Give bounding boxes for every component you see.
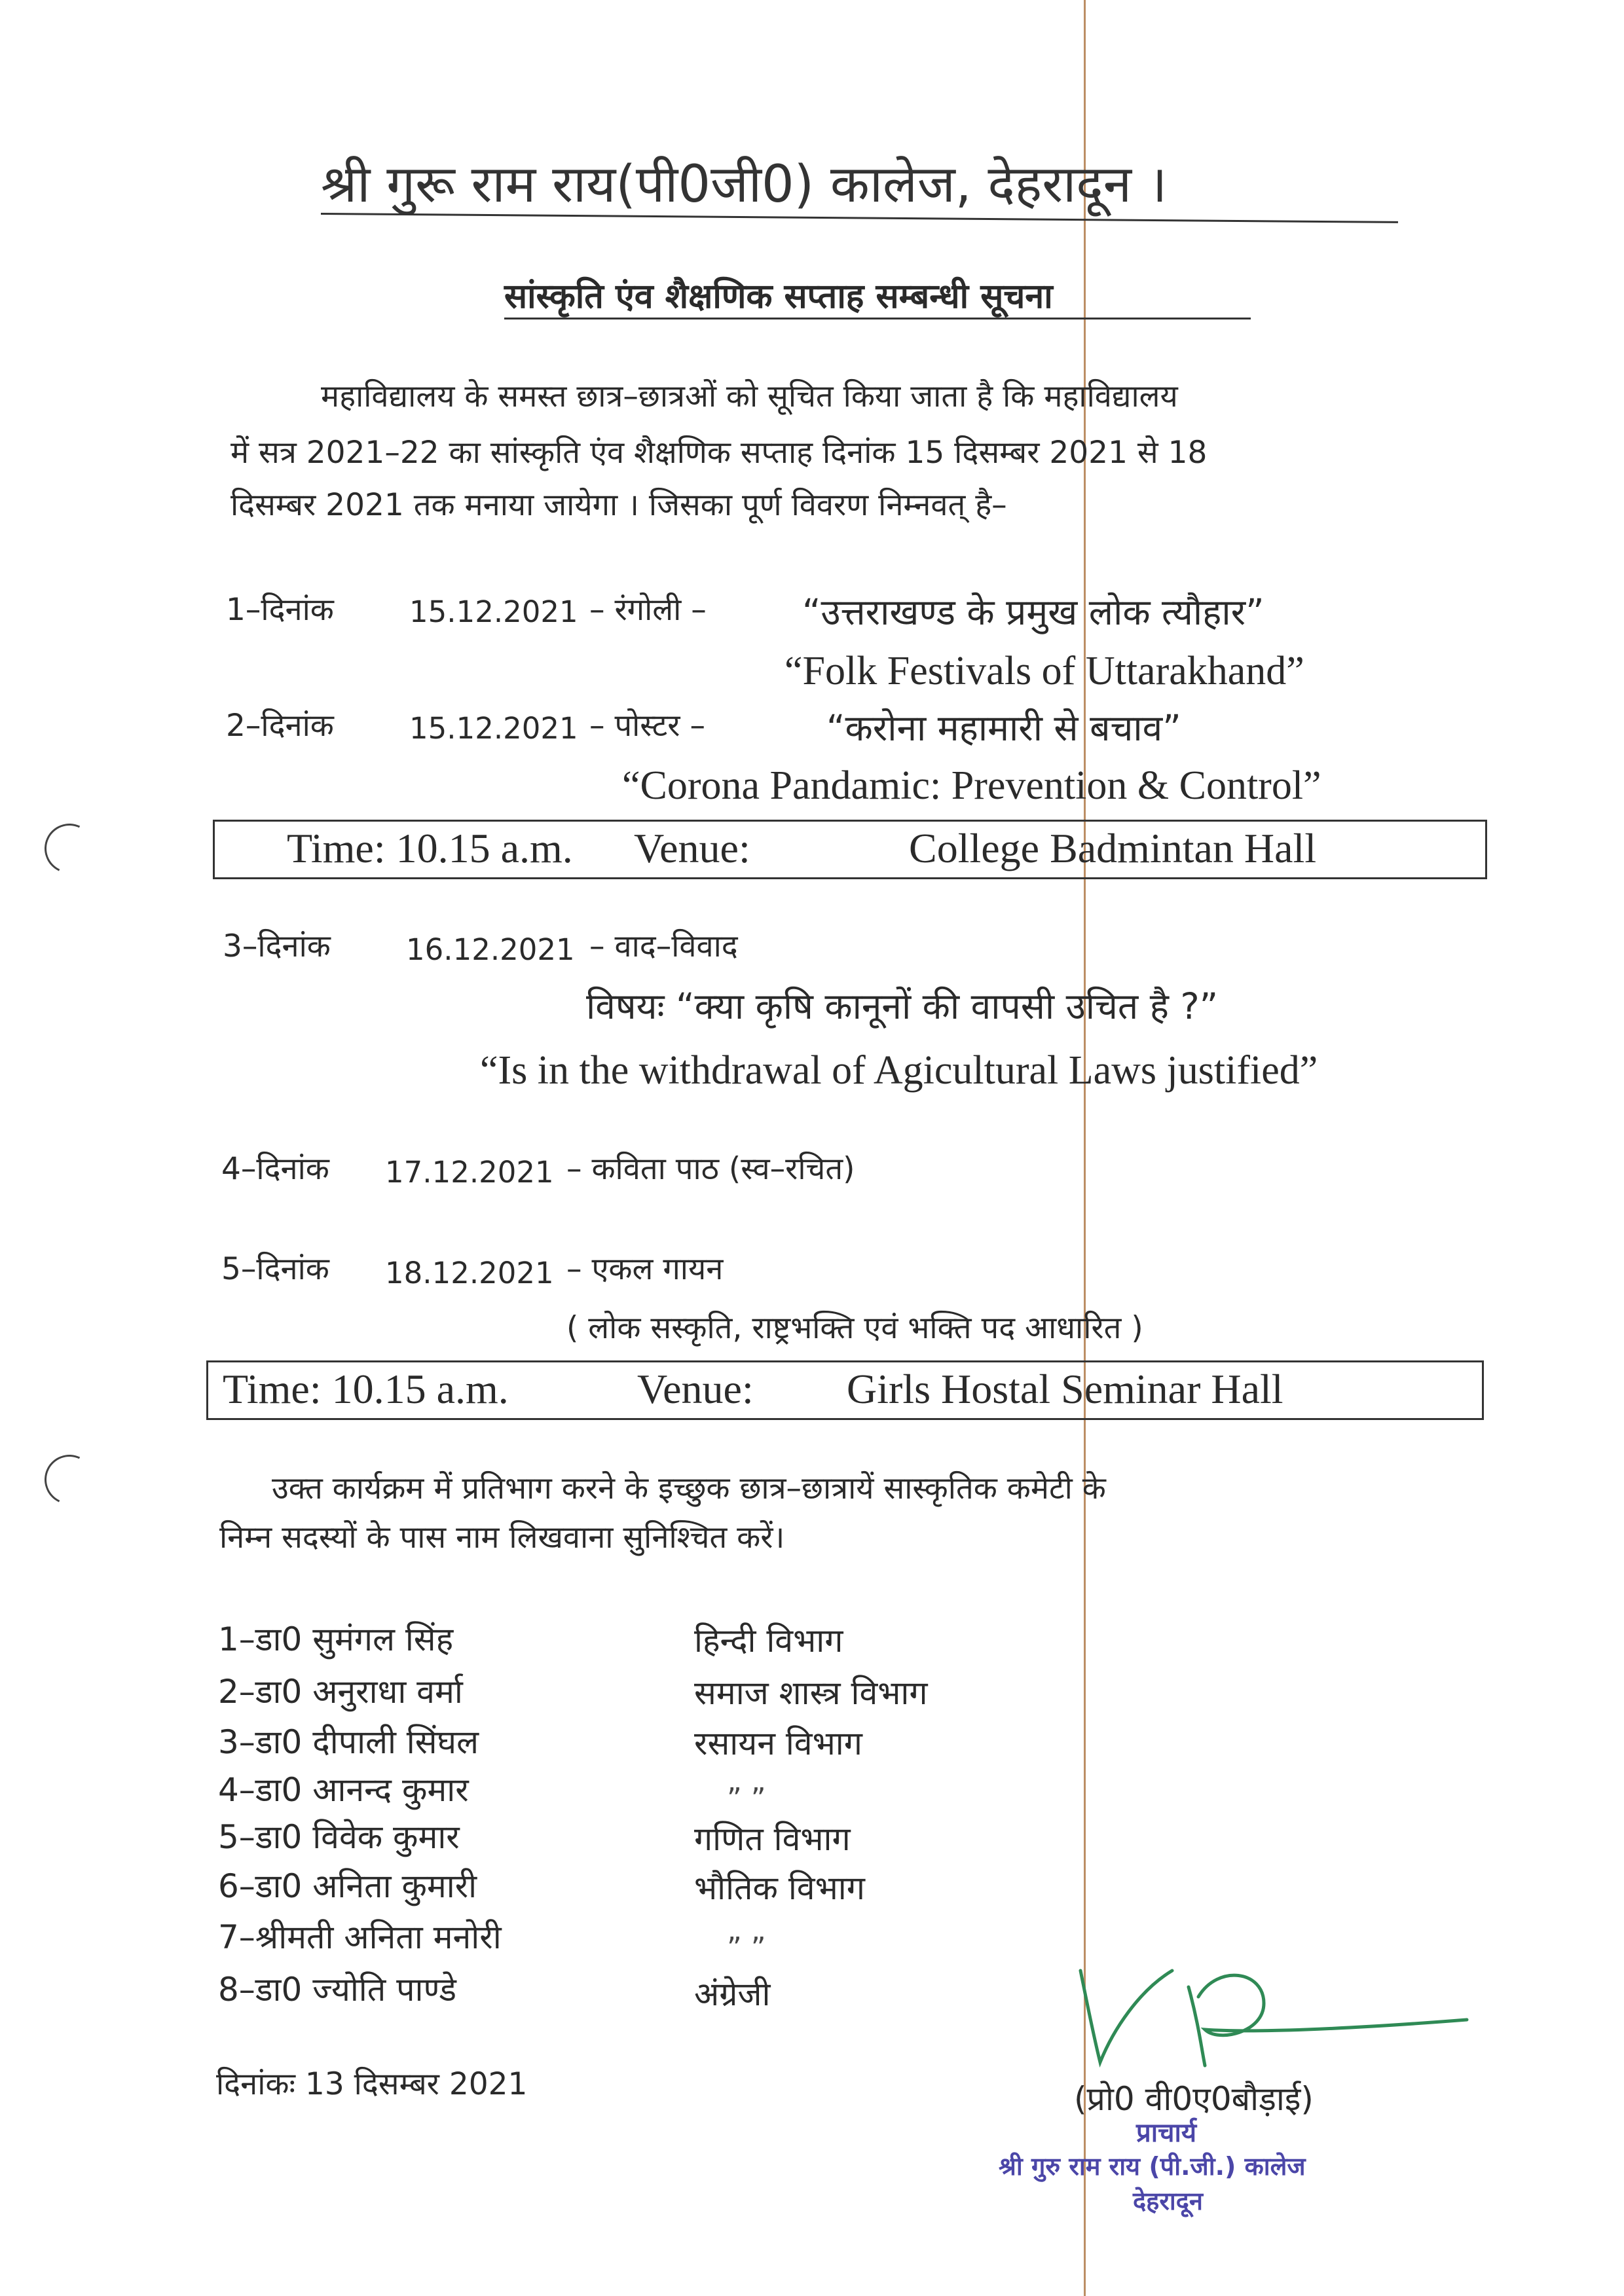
committee-member-name: 7–श्रीमती अनिता मनोरी <box>218 1918 502 1956</box>
venue-box-1-venue: College Badmintan Hall <box>909 825 1317 871</box>
committee-member-dept: भौतिक विभाग <box>694 1869 865 1907</box>
event-5-activity: – एकल गायन <box>566 1251 724 1287</box>
intro-line-2: में सत्र 2021–22 का सांस्कृति एंव शैक्षणिक सप्ताह दिनांक 15 दिसम्बर 2021 से 18 <box>231 435 1208 471</box>
intro-line-3: दिसम्बर 2021 तक मनाया जायेगा । जिसका पूर्ण विवरण निम्नवत् है– <box>231 487 1007 523</box>
committee-member-name: 6–डा0 अनिता कुमारी <box>218 1867 477 1905</box>
committee-member-name: 1–डा0 सुमंगल सिंह <box>218 1620 454 1658</box>
event-1-date: 15.12.2021 <box>409 594 578 629</box>
event-3-date: 16.12.2021 <box>406 932 575 967</box>
committee-member-name: 4–डा0 आनन्द कुमार <box>218 1771 469 1809</box>
event-2-label: 2–दिनांक <box>226 708 334 744</box>
committee-member-dept: ” ” <box>727 1931 766 1965</box>
event-4-label: 4–दिनांक <box>221 1151 329 1187</box>
event-1-topic-english: “Folk Festivals of Uttarakhand” <box>784 649 1304 693</box>
venue-box-2-venue: Girls Hostal Seminar Hall <box>847 1366 1283 1412</box>
page-fold-line <box>1084 0 1086 2296</box>
instruction-line-1: उक्त कार्यक्रम में प्रतिभाग करने के इच्छुक छात्र–छात्रायें सास्कृतिक कमेटी के <box>272 1470 1106 1506</box>
event-5-note: ( लोक सस्कृति, राष्ट्रभक्ति एवं भक्ति पद आधारित ) <box>566 1310 1143 1346</box>
subtitle-underline <box>504 318 1251 319</box>
event-1-label: 1–दिनांक <box>226 592 334 628</box>
event-1-topic-hindi: “उत्तराखण्ड के प्रमुख लोक त्यौहार” <box>802 591 1264 633</box>
event-2-date: 15.12.2021 <box>409 711 578 746</box>
venue-box-1-label: Venue: <box>634 825 750 871</box>
principal-signature <box>1067 1958 1539 2075</box>
venue-box-1-time: Time: 10.15 a.m. <box>287 825 573 871</box>
committee-member-dept: अंग्रेजी <box>694 1975 771 2013</box>
event-3-label: 3–दिनांक <box>223 928 331 964</box>
notice-date: दिनांकः 13 दिसम्बर 2021 <box>216 2066 528 2102</box>
instruction-line-2: निम्न सदस्यों के पास नाम लिखवाना सुनिश्चित करें। <box>219 1520 785 1556</box>
committee-member-name: 5–डा0 विवेक कुमार <box>218 1818 460 1856</box>
committee-member-dept: ” ” <box>727 1782 766 1815</box>
stamp-college: श्री गुरु राम राय (पी.जी.) कालेज <box>999 2152 1306 2181</box>
intro-line-1: महाविद्यालय के समस्त छात्र–छात्रओं को सूचित किया जाता है कि महाविद्यालय <box>321 378 1178 414</box>
committee-member-name: 2–डा0 अनुराधा वर्मा <box>218 1673 463 1711</box>
stamp-city: देहरादून <box>1133 2187 1204 2215</box>
event-2-topic-english: “Corona Pandamic: Prevention & Control” <box>622 763 1321 808</box>
punch-hole-mark <box>37 1448 101 1511</box>
event-3-topic-english: “Is in the withdrawal of Agicultural Laws justified” <box>480 1048 1318 1093</box>
event-5-date: 18.12.2021 <box>385 1256 554 1290</box>
signatory-name: (प्रो0 वी0ए0बौड़ाई) <box>1074 2080 1314 2118</box>
committee-member-dept: गणित विभाग <box>694 1820 851 1858</box>
event-1-activity: – रंगोली – <box>589 592 707 628</box>
committee-member-dept: समाज शास्त्र विभाग <box>694 1674 928 1712</box>
punch-hole-mark <box>37 816 101 880</box>
event-2-topic-hindi: “करोना महामारी से बचाव” <box>826 707 1181 749</box>
event-5-label: 5–दिनांक <box>221 1251 329 1287</box>
college-title: श्री गुरू राम राय(पी0जी0) कालेज, देहरादून । <box>321 155 1168 214</box>
event-3-activity: – वाद–विवाद <box>589 928 738 964</box>
committee-member-dept: रसायन विभाग <box>694 1724 862 1762</box>
event-4-activity: – कविता पाठ (स्व–रचित) <box>566 1151 855 1187</box>
committee-member-name: 8–डा0 ज्योति पाण्डे <box>218 1971 456 2009</box>
venue-box-1 <box>213 820 1487 879</box>
venue-box-2 <box>206 1360 1484 1420</box>
notice-subtitle: सांस्कृति एंव शैक्षणिक सप्ताह सम्बन्धी सूचना <box>504 277 1053 316</box>
stamp-title: प्राचार्य <box>1136 2118 1197 2148</box>
event-4-date: 17.12.2021 <box>385 1155 554 1190</box>
committee-member-name: 3–डा0 दीपाली सिंघल <box>218 1723 479 1761</box>
venue-box-2-time: Time: 10.15 a.m. <box>223 1366 509 1412</box>
event-3-topic-hindi: विषयः “क्या कृषि कानूनों की वापसी उचित है ?” <box>586 985 1219 1027</box>
committee-member-dept: हिन्दी विभाग <box>694 1622 843 1660</box>
venue-box-2-label: Venue: <box>637 1366 754 1412</box>
event-2-activity: – पोस्टर – <box>589 708 705 744</box>
